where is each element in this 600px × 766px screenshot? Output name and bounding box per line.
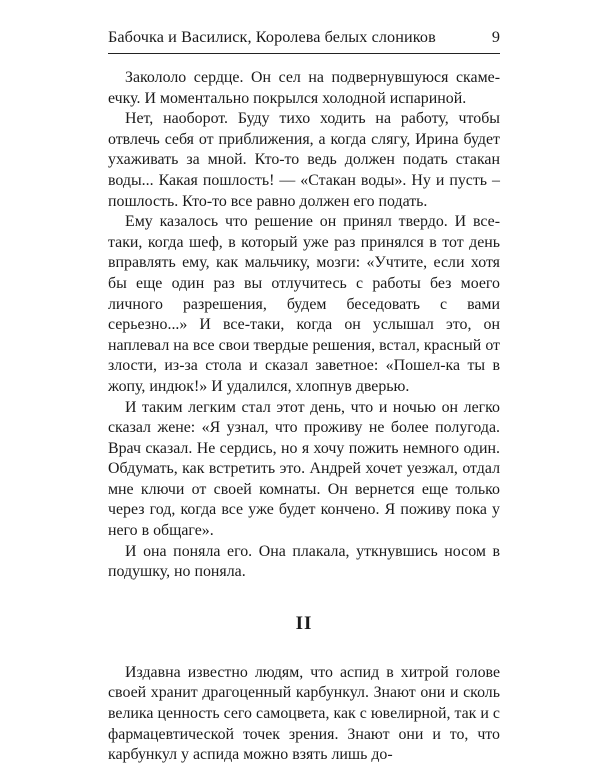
book-page	[108, 28, 500, 766]
paragraph: Закололо сердце. Он сел на подвернувшуюся скамеечку. И моментально покрылся холодной испариной.	[108, 69, 500, 107]
running-header-title: Бабочка и Василиск, Королева белых слоников	[108, 28, 436, 46]
running-header	[108, 28, 500, 54]
paragraph: Ему казалось что решение он принял твердо. И все-таки, когда шеф, в который уже раз принялся в тот день вправлять ему, как мальчику, мозги: «Учтите, если хотя бы еще один раз вы отлучитесь с работы без моего личного разрешения, будем беседовать с вами серьезно...» И все-таки, когда он услышал это, он наплевал на все свои твердые решения, встал, красный от злости, из-за стола и сказал заветное: «Пошел-ка ты в жопу, индюк!» И удалился, хлопнув дверью.	[108, 213, 500, 395]
chapter-heading: II	[295, 612, 313, 634]
body-text	[108, 68, 500, 766]
paragraph: И она поняла его. Она плакала, уткнувшись носом в подушку, но поняла.	[108, 542, 500, 581]
paragraph: И таким легким стал этот день, что и ночью он легко сказал жене: «Я узнал, что проживу не более полугода. Врач сказал. Не сердись, но я хочу пожить немного один. Обдумать, как встретить это. Андрей хочет уезжал, отдал мне ключи от своей комнаты. Он вернется еще только через год, когда все уже будет кончено. Я поживу пока у него в общаге».	[108, 398, 500, 540]
paragraph: Нет, наоборот. Буду тихо ходить на работу, чтобы отвлечь себя от приближения, а когда слягу, Ирина будет ухаживать за мной. Кто-то ведь должен подать стакан воды... Какая пошлость! — «Стакан воды». Ну и пусть – пошлость. Кто-то все равно должен его подать.	[108, 110, 500, 210]
page-number: 9	[491, 28, 500, 46]
paragraph: Издавна известно людям, что аспид в хитрой голове своей хранит драгоценный карбункул. Знают они и сколь велика ценность сего самоцвета, как с ювелирной, так и с фармацевтической точек зрения. Знают они и то, что карбункул у аспида можно взять лишь до-	[108, 663, 500, 764]
